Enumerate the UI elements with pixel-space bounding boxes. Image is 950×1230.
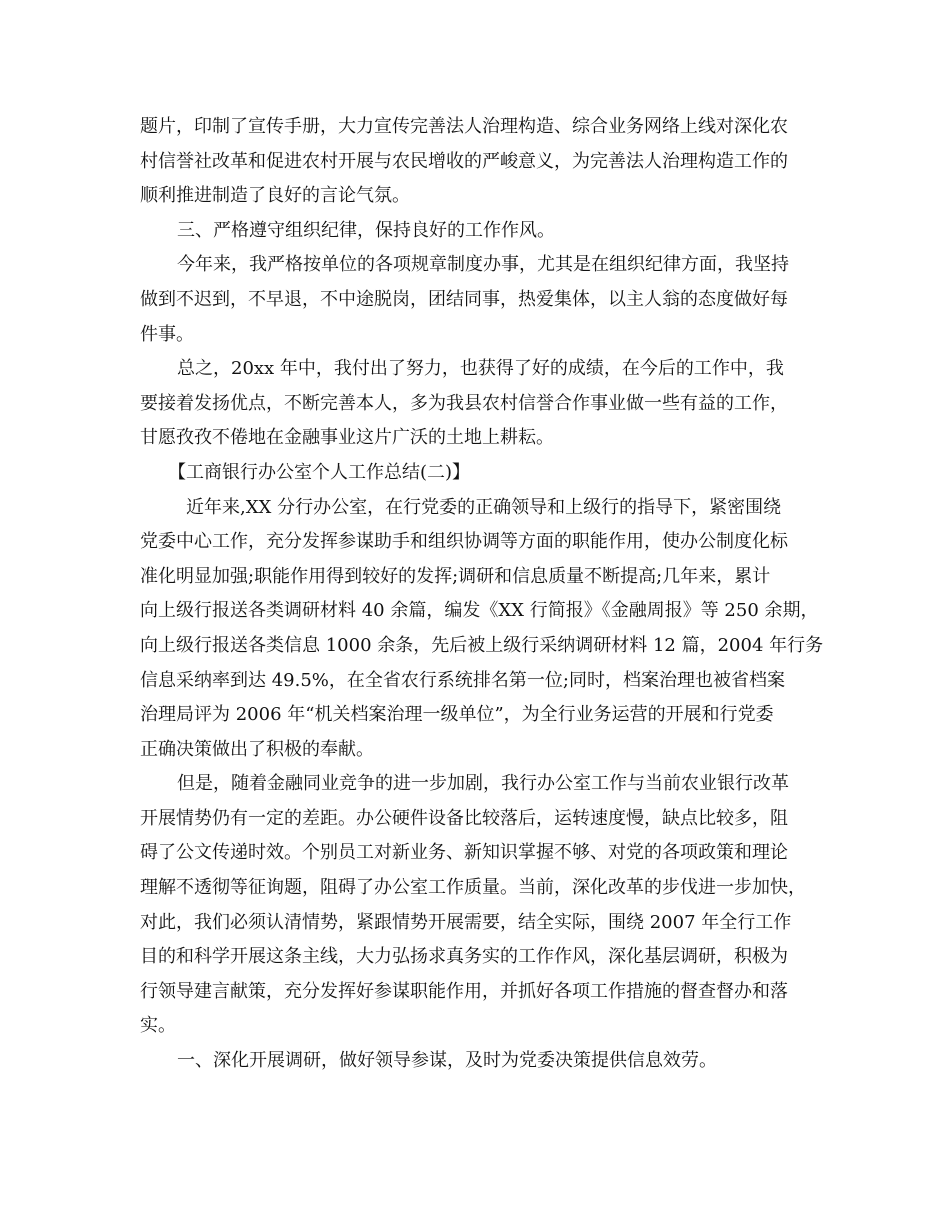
section-heading: 一、深化开展调研，做好领导参谋，及时为党委决策提供信息效劳。 (177, 1050, 717, 1072)
text-line: 村信誉社改革和促进农村开展与农民增收的严峻意义，为完善法人治理构造工作的 (140, 150, 788, 172)
text-line: 近年来,XX 分行办公室，在行党委的正确领导和上级行的指导下，紧密围绕 (186, 496, 782, 518)
text-line: 做到不迟到，不早退，不中途脱岗，团结同事，热爱集体，以主人翁的态度做好每 (140, 288, 788, 310)
text-line: 理解不透彻等征询题，阻碍了办公室工作质量。当前，深化改革的步伐进一步加快， (140, 877, 806, 899)
text-line: 目的和科学开展这条主线，大力弘扬求真务实的工作作风，深化基层调研，积极为 (140, 946, 788, 968)
text-line: 总之，20xx 年中，我付出了努力，也获得了好的成绩，在今后的工作中，我 (177, 358, 784, 380)
article-title: 【工商银行办公室个人工作总结(二)】 (168, 461, 471, 483)
text-line: 实。 (140, 1015, 176, 1037)
text-line: 碍了公文传递时效。个别员工对新业务、新知识掌握不够、对党的各项政策和理论 (140, 842, 788, 864)
text-line: 今年来，我严格按单位的各项规章制度办事，尤其是在组织纪律方面，我坚持 (177, 254, 789, 276)
text-line: 件事。 (140, 323, 194, 345)
text-line: 向上级行报送各类调研材料 40 余篇，编发《XX 行简报》《金融周报》等 250 余期， (140, 600, 819, 622)
text-line: 党委中心工作，充分发挥参谋助手和组织协调等方面的职能作用，使办公制度化标 (140, 531, 788, 553)
text-line: 对此，我们必须认清情势，紧跟情势开展需要，结全实际，围绕 2007 年全行工作 (140, 911, 792, 933)
text-line: 要接着发扬优点，不断完善本人，多为我县农村信誉合作事业做一些有益的工作， (140, 392, 788, 414)
text-line: 向上级行报送各类信息 1000 余条，先后被上级行采纳调研材料 12 篇，2004 年行务 (140, 634, 824, 656)
text-line: 正确决策做出了积极的奉献。 (140, 738, 374, 760)
text-line: 但是，随着金融同业竞争的进一步加剧，我行办公室工作与当前农业银行改革 (177, 773, 789, 795)
text-line: 开展情势仍有一定的差距。办公硬件设备比较落后，运转速度慢，缺点比较多，阻 (140, 807, 788, 829)
text-line: 题片，印制了宣传手册，大力宣传完善法人治理构造、综合业务网络上线对深化农 (140, 116, 788, 137)
section-heading: 三、严格遵守组织纪律，保持良好的工作作风。 (177, 219, 555, 241)
text-line: 治理局评为 2006 年“机关档案治理一级单位”，为全行业务运营的开展和行党委 (140, 704, 774, 726)
text-line: 行领导建言献策，充分发挥好参谋职能作用，并抓好各项工作措施的督查督办和落 (140, 980, 788, 1002)
text-line: 甘愿孜孜不倦地在金融事业这片广沃的土地上耕耘。 (140, 427, 554, 449)
text-line: 准化明显加强;职能作用得到较好的发挥;调研和信息质量不断提高;几年来，累计 (140, 565, 771, 587)
text-line: 顺利推进制造了良好的言论气氛。 (140, 185, 410, 207)
document-body (140, 110, 825, 1079)
text-line: 信息采纳率到达 49.5%，在全省农行系统排名第一位;同时，档案治理也被省档案 (140, 669, 785, 691)
